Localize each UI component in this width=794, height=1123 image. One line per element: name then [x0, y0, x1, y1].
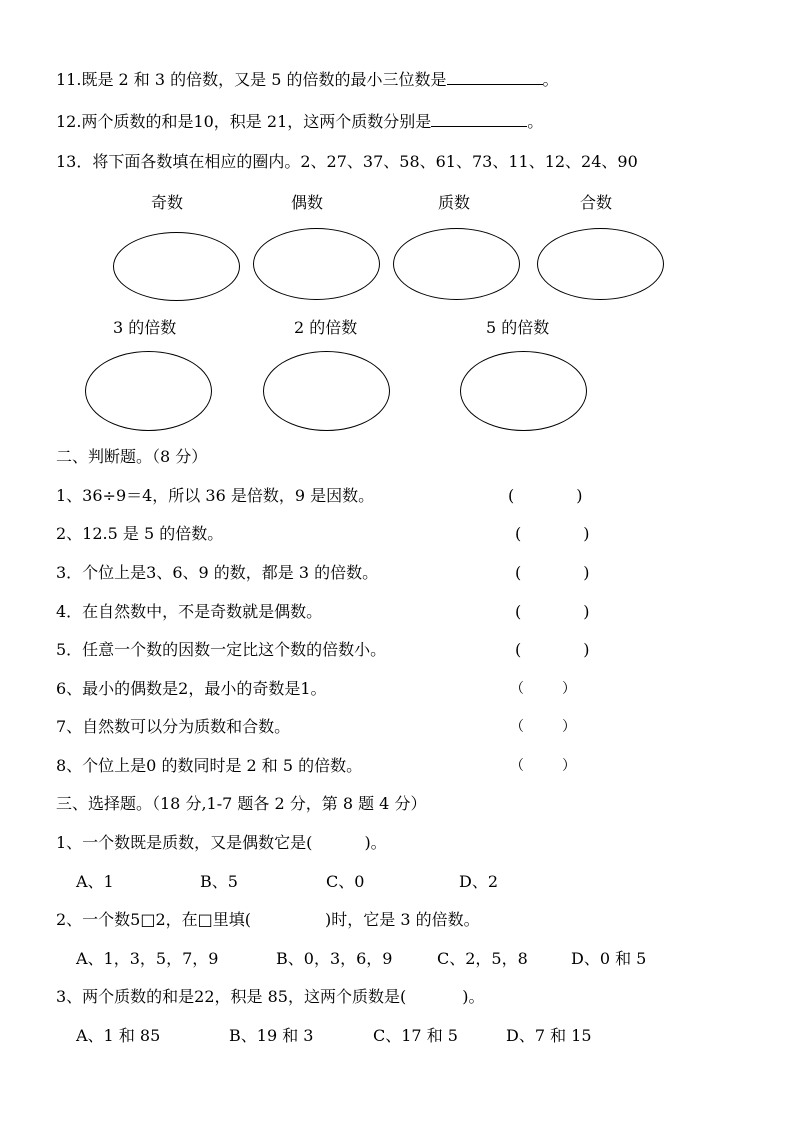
oval-even[interactable] — [253, 228, 380, 300]
choice-2-option-c[interactable]: C、2，5，8 — [437, 949, 528, 968]
circle-label-even: 偶数 — [291, 193, 324, 212]
choice-3-option-c[interactable]: C、17 和 5 — [373, 1026, 458, 1045]
circle-label-composite: 合数 — [580, 193, 613, 212]
judge-item-8: 8、个位上是0 的数同时是 2 和 5 的倍数。 — [56, 756, 363, 775]
oval-multiple-of-5[interactable] — [460, 351, 587, 431]
judge-item-4: 4．在自然数中，不是奇数就是偶数。 — [56, 602, 323, 621]
choice-2-option-a[interactable]: A、1，3，5，7，9 — [76, 949, 219, 968]
judge-answer-2[interactable]: ( ) — [515, 524, 590, 543]
question-13 — [56, 152, 638, 172]
judge-answer-6[interactable]: （ ） — [510, 681, 576, 697]
choice-question-2: 2、一个数5□2，在□里填( )时，它是 3 的倍数。 — [56, 910, 480, 929]
circle-label-multiple-of-2: 2 的倍数 — [294, 318, 358, 337]
circle-label-multiple-of-5: 5 的倍数 — [486, 318, 550, 337]
question-11-text: 11.既是 2 和 3 的倍数，又是 5 的倍数的最小三位数是 — [56, 70, 447, 89]
choice-question-3: 3、两个质数的和是22，积是 85，这两个质数是( )。 — [56, 987, 485, 1006]
judge-answer-8[interactable]: （ ） — [510, 758, 576, 774]
choice-1-option-b[interactable]: B、5 — [200, 872, 238, 891]
judge-answer-3[interactable]: ( ) — [515, 563, 590, 582]
oval-multiple-of-2[interactable] — [263, 351, 390, 431]
circle-label-odd: 奇数 — [151, 193, 184, 212]
judge-item-3: 3．个位上是3、6、9 的数，都是 3 的倍数。 — [56, 563, 379, 582]
answer-blank-12[interactable] — [431, 110, 527, 127]
oval-composite[interactable] — [537, 228, 664, 300]
oval-multiple-of-3[interactable] — [85, 351, 212, 431]
choice-3-option-d[interactable]: D、7 和 15 — [506, 1026, 592, 1045]
circle-label-multiple-of-3: 3 的倍数 — [113, 318, 177, 337]
answer-blank-11[interactable] — [447, 68, 543, 85]
judge-answer-4[interactable]: ( ) — [515, 602, 590, 621]
question-11: 11.既是 2 和 3 的倍数，又是 5 的倍数的最小三位数是 。 — [56, 70, 559, 89]
oval-prime[interactable] — [393, 228, 520, 300]
judge-item-7: 7、自然数可以分为质数和合数。 — [56, 717, 291, 736]
choice-3-option-a[interactable]: A、1 和 85 — [76, 1026, 161, 1045]
section-choice-heading: 三、选择题。（18 分,1-7 题各 2 分，第 8 题 4 分） — [56, 794, 427, 813]
choice-1-option-a[interactable]: A、1 — [76, 872, 114, 891]
judge-item-5: 5．任意一个数的因数一定比这个数的倍数小。 — [56, 640, 387, 659]
oval-odd[interactable] — [113, 232, 240, 301]
question-12: 12.两个质数的和是10，积是 21，这两个质数分别是 。 — [56, 112, 544, 131]
choice-question-1: 1、一个数既是质数，又是偶数它是( )。 — [56, 833, 387, 852]
choice-2-option-b[interactable]: B、0，3，6，9 — [276, 949, 393, 968]
question-13-text: 13．将下面各数填在相应的圈内。2、27、37、58、61、73、11、12、24、90 — [56, 152, 638, 171]
question-12-text: 12.两个质数的和是10，积是 21，这两个质数分别是 — [56, 112, 432, 131]
judge-answer-1[interactable]: ( ) — [508, 486, 583, 505]
judge-answer-7[interactable]: （ ） — [510, 719, 576, 735]
judge-item-6: 6、最小的偶数是2，最小的奇数是1。 — [56, 679, 327, 698]
judge-item-2: 2、12.5 是 5 的倍数。 — [56, 524, 224, 543]
circle-label-prime: 质数 — [438, 193, 471, 212]
choice-1-option-c[interactable]: C、0 — [326, 872, 365, 891]
choice-1-option-d[interactable]: D、2 — [459, 872, 499, 891]
choice-3-option-b[interactable]: B、19 和 3 — [229, 1026, 314, 1045]
choice-2-option-d[interactable]: D、0 和 5 — [571, 949, 647, 968]
judge-answer-5[interactable]: ( ) — [515, 640, 590, 659]
section-judge-heading: 二、判断题。（8 分） — [56, 447, 208, 466]
judge-item-1: 1、36÷9＝4，所以 36 是倍数，9 是因数。 — [56, 486, 375, 505]
